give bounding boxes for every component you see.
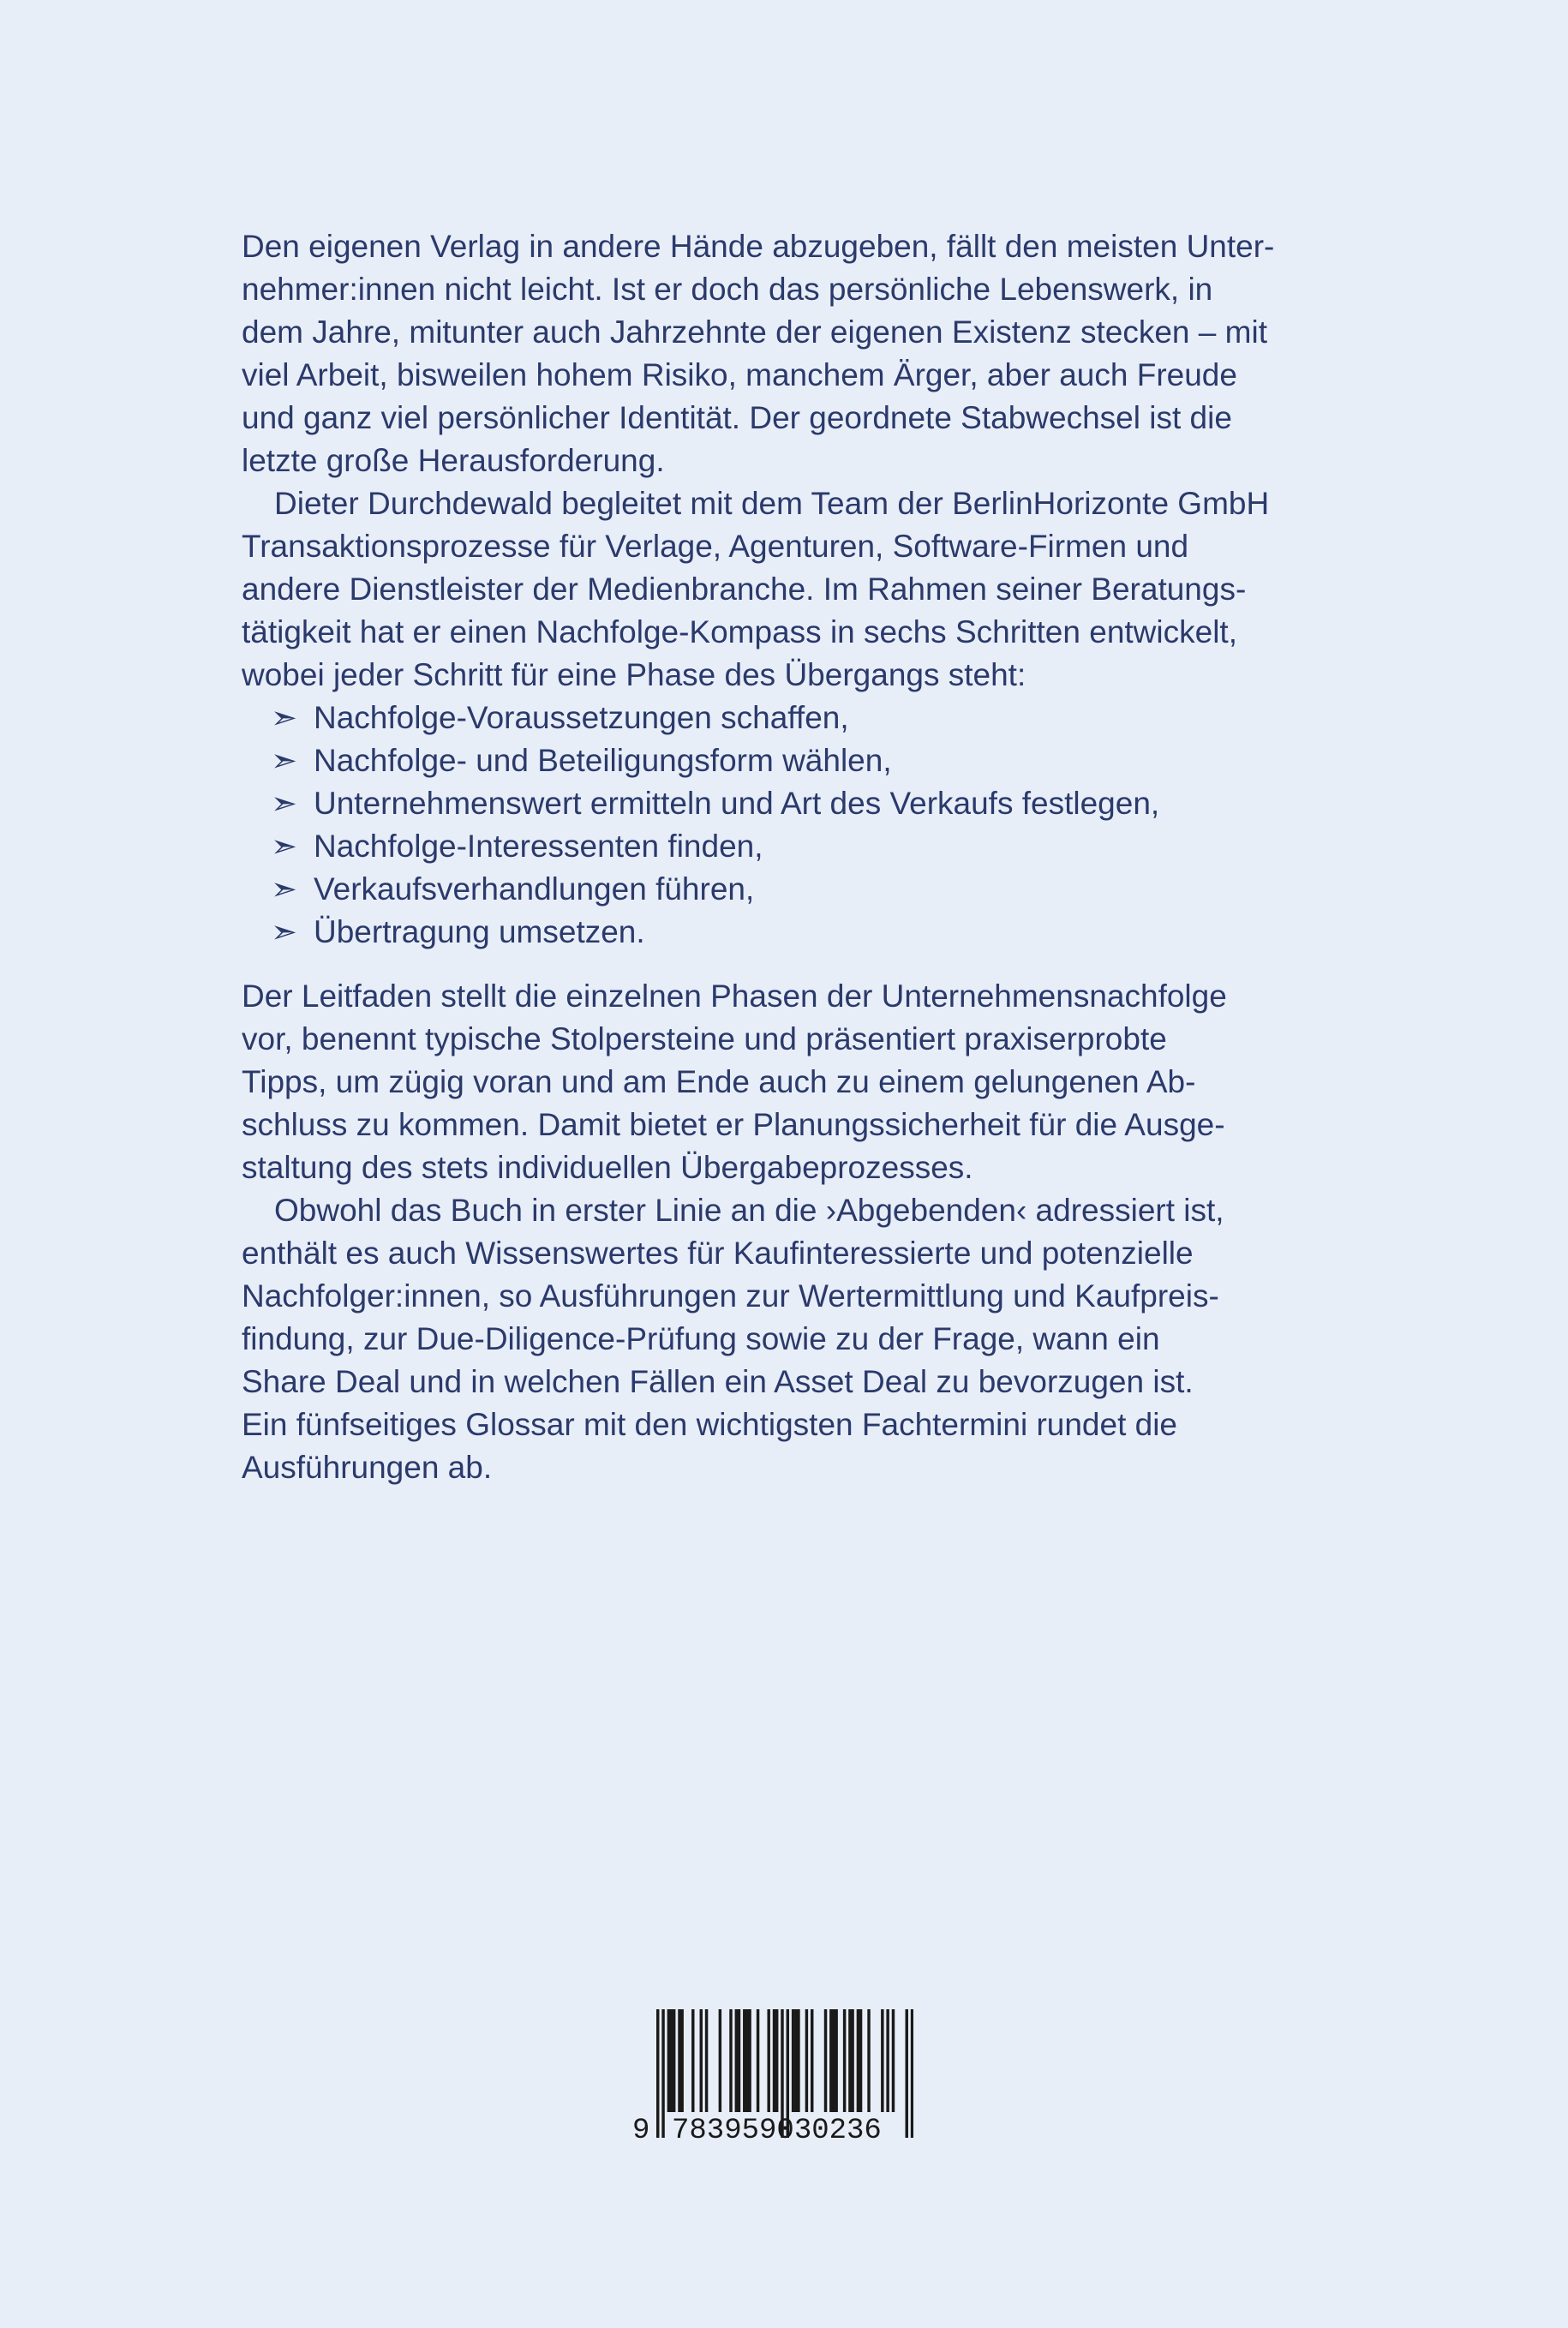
paragraph-audience	[242, 1189, 1347, 1489]
text-line: nehmer:innen nicht leicht. Ist er doch das persönliche Lebenswerk, in	[242, 272, 1213, 307]
barcode-bar	[886, 2009, 889, 2112]
barcode-bar	[792, 2009, 794, 2112]
barcode-bar	[719, 2009, 721, 2112]
text-line: Transaktionsprozesse für Verlage, Agenturen, Software-Firmen und	[242, 529, 1189, 564]
text-line: Dieter Durchdewald begleitet mit dem Team der BerlinHorizonte GmbH	[274, 486, 1270, 521]
barcode-bar	[748, 2009, 751, 2112]
isbn-first-digit: 9	[632, 2115, 650, 2147]
arrow-bullet-icon: ➣	[271, 786, 298, 821]
text-line: vor, benennt typische Stolpersteine und präsentiert praxiserprobte	[242, 1021, 1167, 1056]
arrow-bullet-icon: ➣	[271, 743, 298, 778]
barcode-bar	[805, 2009, 808, 2112]
text-line: Der Leitfaden stellt die einzelnen Phasen der Unternehmensnachfolge	[242, 978, 1227, 1014]
barcode-bar	[906, 2009, 908, 2138]
barcode-bar	[680, 2009, 683, 2112]
text-line: Share Deal und in welchen Fällen ein Asset Deal zu bevorzugen ist.	[242, 1364, 1194, 1399]
text-line: enthält es auch Wissenswertes für Kaufinteressierte und potenzielle	[242, 1236, 1194, 1271]
barcode-bar	[775, 2009, 778, 2112]
barcode-bar	[867, 2009, 870, 2112]
text-line: viel Arbeit, bisweilen hohem Risiko, manchem Ärger, aber auch Freude	[242, 357, 1237, 392]
list-item-text: Übertragung umsetzen.	[314, 914, 645, 949]
arrow-bullet-icon: ➣	[271, 871, 298, 907]
isbn-barcode	[632, 2009, 932, 2151]
barcode-bar	[656, 2009, 659, 2138]
list-item-text: Nachfolge-Interessenten finden,	[314, 829, 763, 864]
list-item-text: Nachfolge- und Beteiligungsform wählen,	[314, 743, 892, 778]
list-item	[242, 911, 1347, 954]
list-item-text: Verkaufsverhandlungen führen,	[314, 871, 755, 907]
barcode-bar	[811, 2009, 813, 2112]
barcode-bar	[911, 2009, 913, 2138]
barcode-bar	[857, 2009, 859, 2112]
list-item	[242, 739, 1347, 782]
list-item	[242, 825, 1347, 868]
barcode-bar	[767, 2009, 769, 2112]
barcode-bar	[848, 2009, 851, 2112]
barcode-bar	[729, 2009, 732, 2112]
text-line: wobei jeder Schritt für eine Phase des Übergangs steht:	[242, 657, 1026, 692]
arrow-bullet-icon: ➣	[271, 829, 298, 864]
paragraph-author	[242, 482, 1347, 697]
text-line: tätigkeit hat er einen Nachfolge-Kompass in sechs Schritten entwickelt,	[242, 614, 1237, 649]
barcode-bar	[773, 2009, 775, 2112]
barcode-bar	[835, 2009, 837, 2112]
text-line: findung, zur Due-Diligence-Prüfung sowie zu der Frage, wann ein	[242, 1321, 1160, 1356]
text-line: Obwohl das Buch in erster Linie an die ›Abgebenden‹ adressiert ist,	[274, 1193, 1224, 1228]
text-line: Den eigenen Verlag in andere Hände abzugeben, fällt den meisten Unter-	[242, 229, 1275, 264]
barcode-bar	[738, 2009, 740, 2112]
barcode-bar	[678, 2009, 680, 2112]
barcode-bar	[705, 2009, 708, 2112]
text-line: dem Jahre, mitunter auch Jahrzehnte der eigenen Existenz stecken – mit	[242, 314, 1267, 350]
paragraph-guide	[242, 975, 1347, 1189]
blurb-lower	[242, 975, 1347, 1489]
barcode-bar	[667, 2009, 670, 2112]
barcode-bar	[700, 2009, 703, 2112]
arrow-bullet-icon: ➣	[271, 700, 298, 735]
barcode-bar	[743, 2009, 745, 2112]
text-line: Nachfolger:innen, so Ausführungen zur Wertermittlung und Kaufpreis-	[242, 1278, 1219, 1314]
barcode-bar	[670, 2009, 673, 2112]
barcode-bar	[797, 2009, 799, 2112]
list-item-text: Nachfolge-Voraussetzungen schaffen,	[314, 700, 849, 735]
list-item	[242, 868, 1347, 911]
barcode-bar	[673, 2009, 675, 2112]
barcode-bar	[832, 2009, 835, 2112]
list-item	[242, 697, 1347, 739]
text-line: schluss zu kommen. Damit bietet er Planungssicherheit für die Ausge-	[242, 1107, 1225, 1142]
text-line: staltung des stets individuellen Übergabeprozesses.	[242, 1150, 973, 1185]
barcode-bar	[829, 2009, 832, 2112]
barcode-bar	[735, 2009, 738, 2112]
barcode-bar	[691, 2009, 694, 2112]
arrow-bullet-icon: ➣	[271, 914, 298, 949]
paragraph-intro	[242, 225, 1347, 482]
barcode-bar	[892, 2009, 895, 2112]
barcode-bar	[851, 2009, 853, 2112]
barcode-bar	[843, 2009, 846, 2112]
steps-list	[242, 697, 1347, 954]
list-item-text: Unternehmenswert ermitteln und Art des Verkaufs festlegen,	[314, 786, 1160, 821]
text-line: und ganz viel persönlicher Identität. Der geordnete Stabwechsel ist die	[242, 400, 1232, 435]
blurb-upper	[242, 225, 1347, 954]
barcode-bar	[881, 2009, 883, 2112]
list-item	[242, 782, 1347, 825]
barcode-bar	[661, 2009, 664, 2138]
text-line: andere Dienstleister der Medienbranche. Im Rahmen seiner Beratungs-	[242, 572, 1247, 607]
barcode-bar	[745, 2009, 748, 2112]
barcode-bar	[794, 2009, 797, 2112]
text-line: Ausführungen ab.	[242, 1450, 493, 1485]
isbn-remaining-digits: 783959030236	[672, 2115, 882, 2147]
text-line: Tipps, um zügig voran und am Ende auch zu einem gelungenen Ab-	[242, 1064, 1196, 1099]
barcode-bar	[859, 2009, 862, 2112]
barcode-bar	[757, 2009, 759, 2112]
barcode-bar	[824, 2009, 827, 2112]
text-line: Ein fünfseitiges Glossar mit den wichtigsten Fachtermini rundet die	[242, 1407, 1178, 1442]
text-line: letzte große Herausforderung.	[242, 443, 665, 478]
